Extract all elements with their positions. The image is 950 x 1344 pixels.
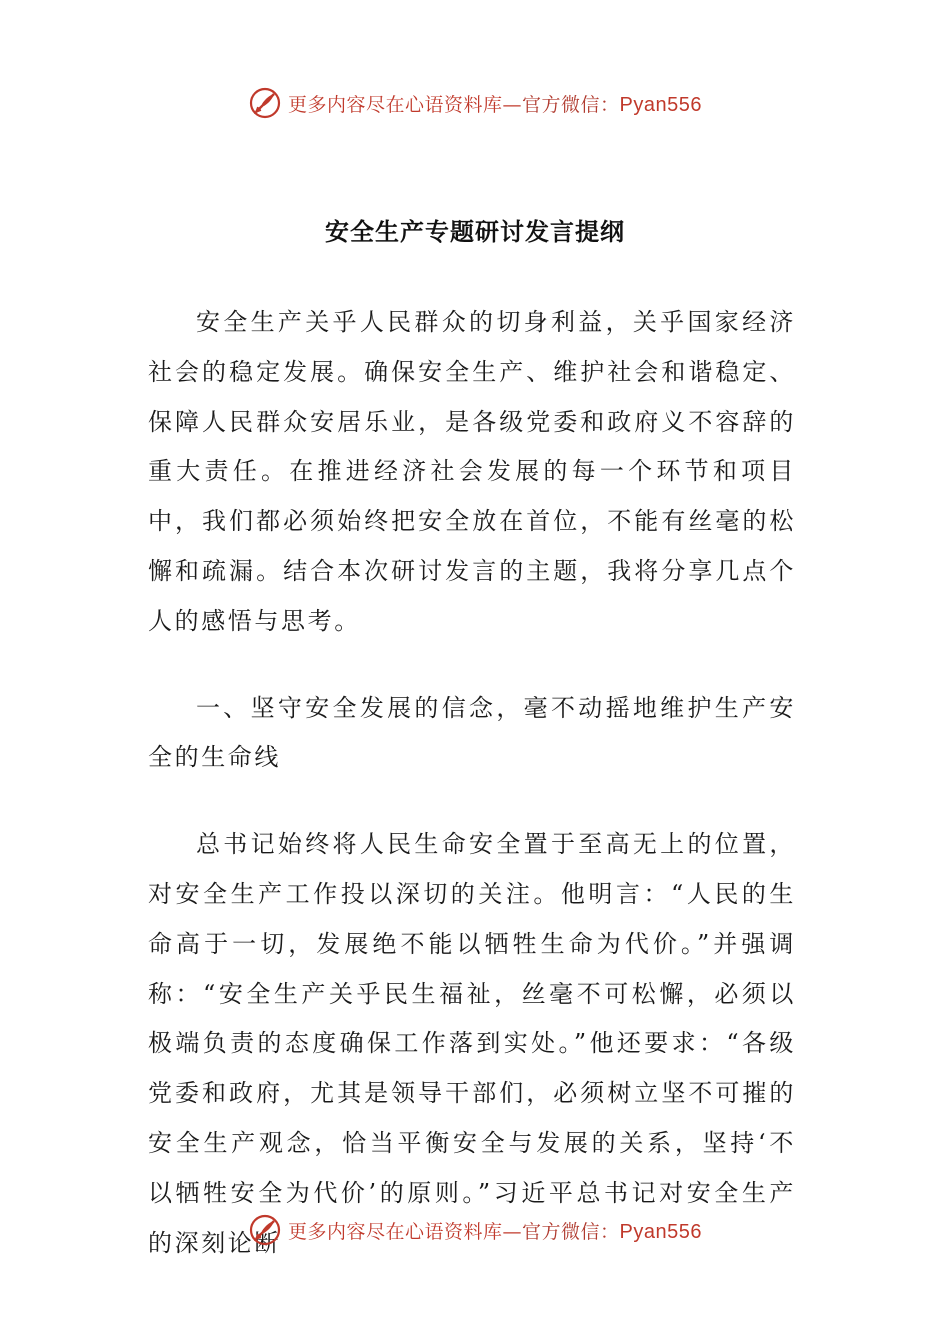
banner-wechat-label: 官方微信： bbox=[522, 1220, 620, 1243]
footer-banner bbox=[0, 1210, 950, 1250]
paragraph-intro: 安全生产关乎人民群众的切身利益，关乎国家经济社会的稳定发展。确保安全生产、维护社会和谐稳定、保障人民群众安居乐业，是各级党委和政府义不容辞的重大责任。在推进经济社会发展的每一个环节和项目中，我们都必须始终把安全放在首位，不能有丝毫的松懈和疏漏。结合本次研讨发言的主题，我将分享几点个人的感悟与思考。 bbox=[148, 308, 796, 635]
quill-logo-icon bbox=[248, 86, 282, 120]
footer-banner-content bbox=[248, 1213, 702, 1247]
section-heading-1: 一、坚守安全发展的信念，毫不动摇地维护生产安全的生命线 bbox=[148, 693, 796, 772]
banner-dash: — bbox=[502, 1220, 523, 1243]
banner-wechat-id: Pyan556 bbox=[619, 93, 702, 116]
banner-wechat-label: 官方微信： bbox=[522, 93, 620, 116]
banner-prefix: 更多内容尽在心语资料库 bbox=[288, 93, 503, 116]
document-title: 安全生产专题研讨发言提纲 bbox=[325, 217, 625, 246]
document-body bbox=[148, 298, 796, 1268]
header-banner-content bbox=[248, 86, 702, 120]
banner-prefix: 更多内容尽在心语资料库 bbox=[288, 1220, 503, 1243]
header-banner-text bbox=[288, 90, 702, 117]
header-banner bbox=[0, 83, 950, 123]
banner-dash: — bbox=[502, 93, 523, 116]
banner-wechat-id: Pyan556 bbox=[619, 1220, 702, 1243]
footer-banner-text bbox=[288, 1217, 702, 1244]
quill-logo-icon bbox=[248, 1213, 282, 1247]
paragraph-section-1: 总书记始终将人民生命安全置于至高无上的位置，对安全生产工作投以深切的关注。他明言：“人民的生命高于一切，发展绝不能以牺牲生命为代价。”并强调称：“安全生产关乎民生福祉，丝毫不可松懈，必须以极端负责的态度确保工作落到实处。”他还要求：“各级党委和政府，尤其是领导干部们，必须树立坚不可摧的安全生产观念，恰当平衡安全与发展的关系，坚持‘不以牺牲安全为代价’的原则。”习近平总书记对安全生产的深刻论断 bbox=[148, 830, 796, 1257]
